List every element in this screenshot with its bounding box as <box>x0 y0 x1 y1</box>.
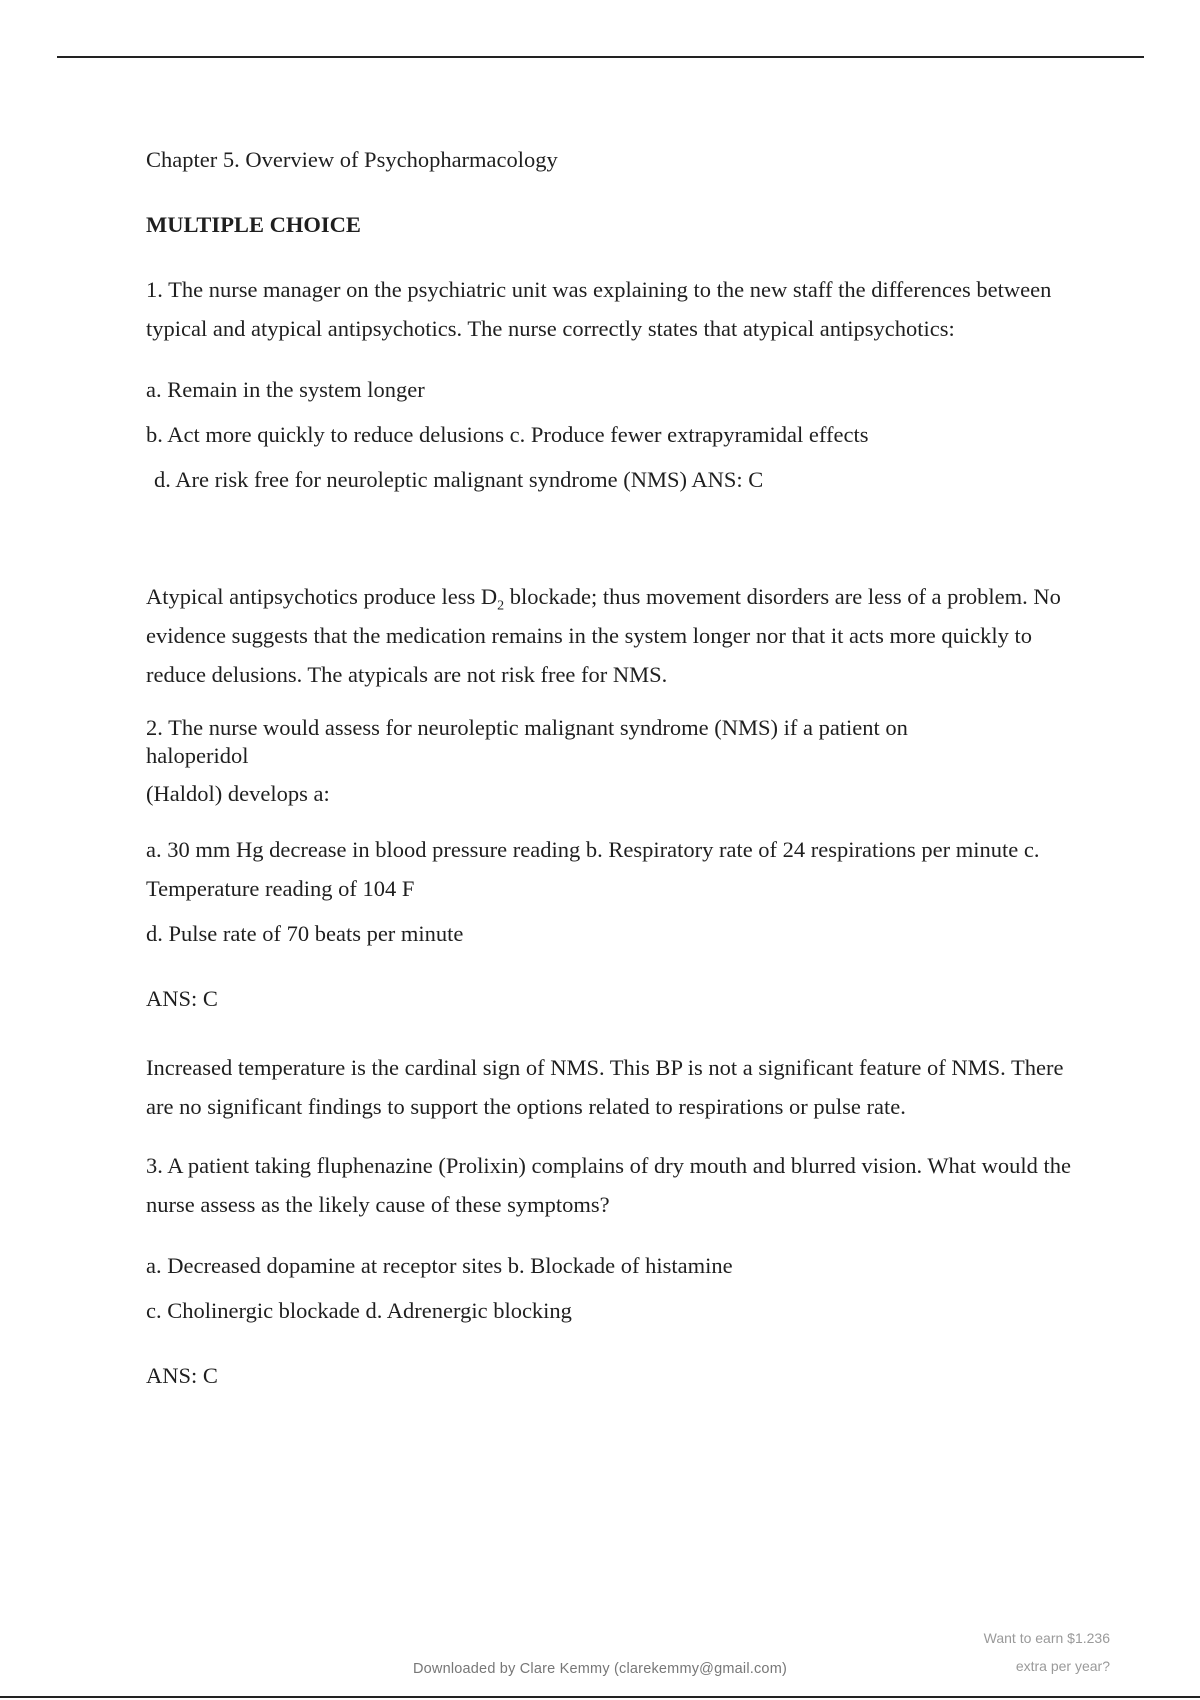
question-1-options <box>146 370 1086 499</box>
question-1-option-a: a. Remain in the system longer <box>146 377 425 402</box>
spacer <box>146 505 1086 577</box>
section-heading: MULTIPLE CHOICE <box>146 212 361 237</box>
question-2-answer: ANS: C <box>146 986 218 1011</box>
bottom-rule <box>0 1696 1200 1698</box>
rationale-text-part2: blockade; thus movement disorders are less of a problem. No evidence suggests that the medication remains in the system longer nor that it acts more quickly to reduce delusions. The atypicals are not risk free for NMS. <box>146 584 1061 687</box>
chapter-title: Chapter 5. Overview of Psychopharmacology <box>146 147 558 172</box>
top-rule <box>57 56 1144 58</box>
question-1-rationale <box>146 577 1086 694</box>
question-2-stem-line3: (Haldol) develops a: <box>146 781 330 806</box>
question-3-option-a-b: a. Decreased dopamine at receptor sites b. Blockade of histamine <box>146 1253 733 1278</box>
document-body <box>146 140 1086 1425</box>
question-2-stem <box>146 714 1086 808</box>
question-2-rationale: Increased temperature is the cardinal sign of NMS. This BP is not a significant feature of NMS. There are no significant findings to support the options related to respirations or pulse rate. <box>146 1055 1064 1119</box>
question-2-stem-line1: 2. The nurse would assess for neuroleptic malignant syndrome (NMS) if a patient on <box>146 715 908 740</box>
question-1-stem: 1. The nurse manager on the psychiatric unit was explaining to the new staff the differences between typical and atypical antipsychotics. The nurse correctly states that atypical antipsychotics: <box>146 277 1052 341</box>
download-notice: Downloaded by Clare Kemmy (clarekemmy@gmail.com) <box>412 1661 788 1677</box>
question-2-option-d: d. Pulse rate of 70 beats per minute <box>146 921 464 946</box>
rationale-subscript: 2 <box>497 598 505 614</box>
question-2-option-a-b-c: a. 30 mm Hg decrease in blood pressure reading b. Respiratory rate of 24 respirations per minute c. Temperature reading of 104 F <box>146 837 1040 901</box>
promo-line-2: extra per year? <box>1015 1658 1110 1674</box>
question-3-option-c-d: c. Cholinergic blockade d. Adrenergic blocking <box>146 1298 572 1323</box>
question-1-option-b-c: b. Act more quickly to reduce delusions c. Produce fewer extrapyramidal effects <box>146 422 869 447</box>
question-3-options <box>146 1246 1086 1330</box>
promo-line-1: Want to earn $1.236 <box>983 1630 1110 1646</box>
question-3-stem: 3. A patient taking fluphenazine (Prolixin) complains of dry mouth and blurred vision. What would the nurse assess as the likely cause of these symptoms? <box>146 1153 1072 1217</box>
question-2-stem-line2: haloperidol <box>146 743 249 768</box>
question-1-option-d: d. Are risk free for neuroleptic malignant syndrome (NMS) ANS: C <box>154 467 764 492</box>
question-2-options <box>146 830 1086 953</box>
rationale-text-part1: Atypical antipsychotics produce less D <box>146 584 498 609</box>
question-3-answer: ANS: C <box>146 1363 218 1388</box>
